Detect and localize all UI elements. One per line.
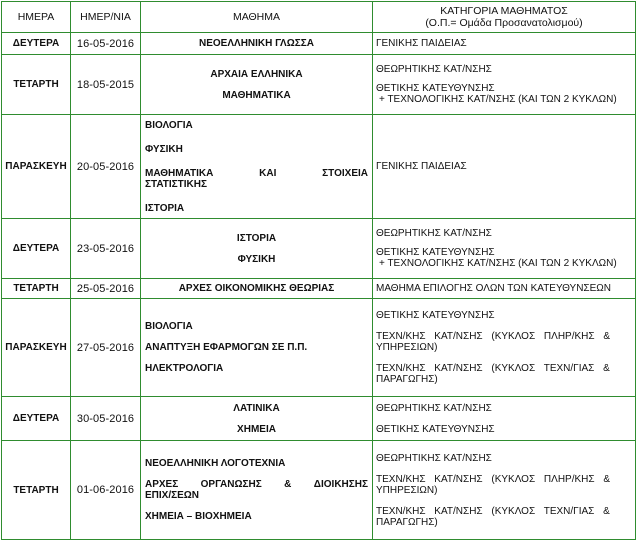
- row-day: ΠΑΡΑΣΚΕΥΗ: [2, 299, 71, 397]
- table-row: [2, 33, 636, 55]
- row-categories: [373, 441, 636, 540]
- category-item: ΠΑΡΑΓΩΓΗΣ): [376, 374, 438, 385]
- category-item: ΘΕΩΡΗΤΙΚΗΣ ΚΑΤ/ΝΣΗΣ: [376, 452, 492, 464]
- subject-item: ΝΕΟΕΛΛΗΝΙΚΗ ΛΟΓΟΤΕΧΝΙΑ: [145, 458, 286, 469]
- category-item: ΘΕΩΡΗΤΙΚΗΣ ΚΑΤ/ΝΣΗΣ: [376, 402, 492, 414]
- category-item: ΘΕΤΙΚΗΣ ΚΑΤΕΥΘΥΝΣΗΣ: [376, 83, 495, 94]
- subject-word: ΣΤΟΙΧΕΙΑ: [322, 167, 368, 179]
- header-subject: ΜΑΘΗΜΑ: [141, 2, 373, 33]
- category-item: ΤΕΧΝ/ΚΗΣ ΚΑΤ/ΝΣΗΣ (ΚΥΚΛΟΣ ΠΛΗΡ/ΚΗΣ &: [376, 473, 611, 485]
- table-row: [2, 115, 636, 219]
- exam-schedule-table: [1, 1, 636, 540]
- table-row: [2, 219, 636, 279]
- table-row: [2, 55, 636, 115]
- subject-item: ΧΗΜΕΙΑ – ΒΙΟΧΗΜΕΙΑ: [145, 511, 252, 522]
- row-date: 01-06-2016: [71, 441, 141, 540]
- subject-word: &: [284, 479, 292, 490]
- subject-item: ΦΥΣΙΚΗ: [145, 143, 183, 155]
- subject-item: ΒΙΟΛΟΓΙΑ: [145, 321, 193, 332]
- subject-item-justified: [145, 168, 368, 179]
- category-item: ΓΕΝΙΚΗΣ ΠΑΙΔΕΙΑΣ: [376, 38, 467, 49]
- subject-item: ΦΥΣΙΚΗ: [237, 253, 276, 265]
- header-category-title: ΚΑΤΗΓΟΡΙΑ ΜΑΘΗΜΑΤΟΣ: [440, 5, 568, 17]
- category-item: ΘΕΤΙΚΗΣ ΚΑΤΕΥΘΥΝΣΗΣ: [376, 247, 495, 258]
- row-subjects: [141, 115, 373, 219]
- row-categories: [373, 55, 636, 115]
- row-categories: [373, 219, 636, 279]
- header-category-note: (Ο.Π.= Ομάδα Προσανατολισμού): [425, 17, 583, 29]
- row-subjects: [141, 219, 373, 279]
- table-row: [2, 299, 636, 397]
- row-date: 20-05-2016: [71, 115, 141, 219]
- row-subjects: [141, 33, 373, 55]
- row-day: ΠΑΡΑΣΚΕΥΗ: [2, 115, 71, 219]
- subject-item: ΙΣΤΟΡΙΑ: [145, 202, 185, 214]
- subject-item: ΣΤΑΤΙΣΤΙΚΗΣ: [145, 178, 207, 190]
- row-categories: [373, 115, 636, 219]
- subject-word: ΔΙΟΙΚΗΣΗΣ: [313, 479, 368, 490]
- row-date: 27-05-2016: [71, 299, 141, 397]
- subject-word: ΚΑΙ: [259, 167, 277, 179]
- table-row: [2, 441, 636, 540]
- subject-item: ΗΛΕΚΤΡΟΛΟΓΙΑ: [145, 363, 224, 374]
- subject-item: ΑΡΧΑΙΑ ΕΛΛΗΝΙΚΑ: [210, 68, 303, 80]
- subject-item: ΒΙΟΛΟΓΙΑ: [145, 119, 193, 131]
- subject-item: ΕΠΙΧ/ΣΕΩΝ: [145, 490, 200, 501]
- row-subjects: [141, 279, 373, 299]
- category-item: + ΤΕΧΝΟΛΟΓΙΚΗΣ ΚΑΤ/ΝΣΗΣ (ΚΑΙ ΤΩΝ 2 ΚΥΚΛΩΝ): [379, 258, 617, 269]
- subject-word: ΟΡΓΑΝΩΣΗΣ: [200, 479, 262, 490]
- header-day: ΗΜΕΡΑ: [2, 2, 71, 33]
- row-subjects: [141, 441, 373, 540]
- subject-item-justified: [145, 479, 368, 490]
- row-date: 30-05-2016: [71, 397, 141, 441]
- subject-word: ΑΡΧΕΣ: [145, 479, 179, 490]
- row-day: ΔΕΥΤΕΡΑ: [2, 397, 71, 441]
- subject-item: ΧΗΜΕΙΑ: [237, 423, 276, 435]
- category-item: ΤΕΧΝ/ΚΗΣ ΚΑΤ/ΝΣΗΣ (ΚΥΚΛΟΣ ΤΕΧΝ/ΓΙΑΣ &: [376, 505, 610, 517]
- row-subjects: [141, 299, 373, 397]
- category-item: ΥΠΗΡΕΣΙΩΝ): [376, 484, 438, 496]
- row-date: 16-05-2016: [71, 33, 141, 55]
- category-item: ΠΑΡΑΓΩΓΗΣ): [376, 516, 438, 528]
- table-row: [2, 397, 636, 441]
- table-row: [2, 279, 636, 299]
- subject-item: ΑΡΧΕΣ ΟΙΚΟΝΟΜΙΚΗΣ ΘΕΩΡΙΑΣ: [178, 283, 335, 294]
- category-item: ΘΕΩΡΗΤΙΚΗΣ ΚΑΤ/ΝΣΗΣ: [376, 64, 492, 75]
- subject-item: ΜΑΘΗΜΑΤΙΚΑ: [222, 89, 291, 101]
- subject-item: ΑΝΑΠΤΥΞΗ ΕΦΑΡΜΟΓΩΝ ΣΕ Π.Π.: [145, 342, 308, 353]
- row-subjects: [141, 55, 373, 115]
- subject-item: ΝΕΟΕΛΛΗΝΙΚΗ ΓΛΩΣΣΑ: [199, 38, 314, 49]
- category-item: ΤΕΧΝ/ΚΗΣ ΚΑΤ/ΝΣΗΣ (ΚΥΚΛΟΣ ΠΛΗΡ/ΚΗΣ &: [376, 331, 611, 342]
- row-categories: [373, 397, 636, 441]
- subject-item: ΛΑΤΙΝΙΚΑ: [233, 402, 280, 414]
- category-item: ΘΕΤΙΚΗΣ ΚΑΤΕΥΘΥΝΣΗΣ: [376, 423, 495, 435]
- row-day: ΤΕΤΑΡΤΗ: [2, 441, 71, 540]
- row-categories: [373, 299, 636, 397]
- category-item: ΘΕΩΡΗΤΙΚΗΣ ΚΑΤ/ΝΣΗΣ: [376, 228, 492, 239]
- table-header-row: [2, 2, 636, 33]
- row-date: 23-05-2016: [71, 219, 141, 279]
- row-day: ΔΕΥΤΕΡΑ: [2, 33, 71, 55]
- row-day: ΤΕΤΑΡΤΗ: [2, 55, 71, 115]
- row-categories: [373, 33, 636, 55]
- category-item: ΥΠΗΡΕΣΙΩΝ): [376, 342, 438, 353]
- row-day: ΤΕΤΑΡΤΗ: [2, 279, 71, 299]
- category-item: ΓΕΝΙΚΗΣ ΠΑΙΔΕΙΑΣ: [376, 161, 467, 172]
- category-item: + ΤΕΧΝΟΛΟΓΙΚΗΣ ΚΑΤ/ΝΣΗΣ (ΚΑΙ ΤΩΝ 2 ΚΥΚΛΩΝ): [379, 94, 617, 105]
- row-date: 25-05-2016: [71, 279, 141, 299]
- row-subjects: [141, 397, 373, 441]
- header-category: [373, 2, 636, 33]
- category-item: ΤΕΧΝ/ΚΗΣ ΚΑΤ/ΝΣΗΣ (ΚΥΚΛΟΣ ΤΕΧΝ/ΓΙΑΣ &: [376, 363, 610, 374]
- row-date: 18-05-2015: [71, 55, 141, 115]
- row-day: ΔΕΥΤΕΡΑ: [2, 219, 71, 279]
- row-categories: [373, 279, 636, 299]
- category-item: ΘΕΤΙΚΗΣ ΚΑΤΕΥΘΥΝΣΗΣ: [376, 310, 495, 321]
- header-date: ΗΜΕΡ/ΝΙΑ: [71, 2, 141, 33]
- subject-word: ΜΑΘΗΜΑΤΙΚΑ: [145, 167, 214, 179]
- category-item: ΜΑΘΗΜΑ ΕΠΙΛΟΓΗΣ ΟΛΩΝ ΤΩΝ ΚΑΤΕΥΘΥΝΣΕΩΝ: [376, 283, 611, 294]
- subject-item: ΙΣΤΟΡΙΑ: [236, 232, 277, 244]
